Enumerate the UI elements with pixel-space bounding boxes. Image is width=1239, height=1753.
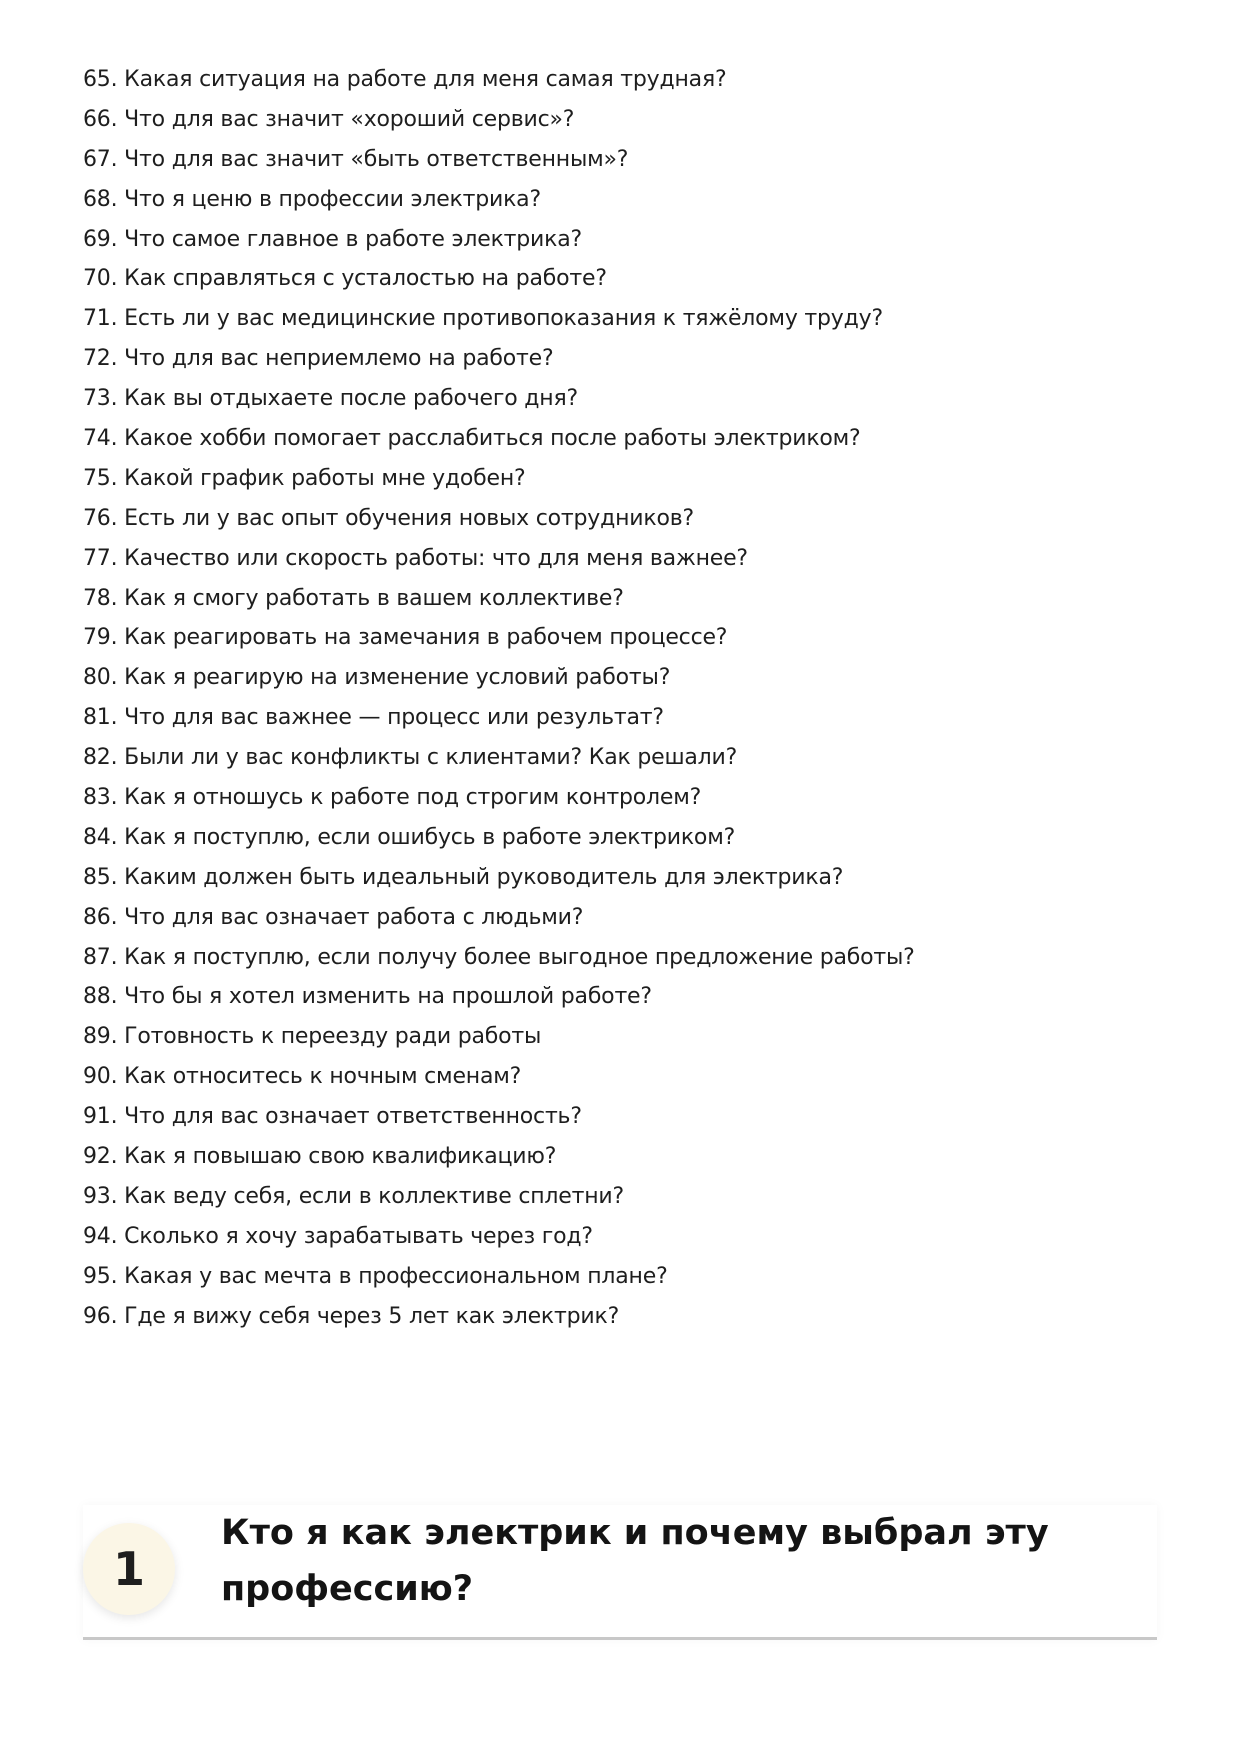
question-item: 86. Что для вас означает работа с людьми?: [83, 904, 584, 930]
question-item: 89. Готовность к переезду ради работы: [83, 1024, 542, 1050]
question-item: 75. Какой график работы мне удобен?: [83, 465, 526, 491]
question-list: [83, 60, 1163, 1337]
question-item: 91. Что для вас означает ответственность?: [83, 1104, 582, 1130]
section-title: Кто я как электрик и почему выбрал эту профессию?: [221, 1513, 1049, 1609]
question-item: 84. Как я поступлю, если ошибусь в работе электриком?: [83, 824, 736, 850]
question-item: 77. Качество или скорость работы: что для меня важнее?: [83, 545, 748, 571]
question-item: 67. Что для вас значит «быть ответственным»?: [83, 146, 629, 172]
question-item: 68. Что я ценю в профессии электрика?: [83, 186, 541, 212]
question-item: 76. Есть ли у вас опыт обучения новых сотрудников?: [83, 505, 694, 531]
question-item: 65. Какая ситуация на работе для меня самая трудная?: [83, 67, 727, 92]
question-item: 87. Как я поступлю, если получу более выгодное предложение работы?: [83, 944, 915, 970]
question-item: 88. Что бы я хотел изменить на прошлой работе?: [83, 984, 652, 1010]
question-item: 69. Что самое главное в работе электрика?: [83, 226, 582, 252]
question-item: 85. Каким должен быть идеальный руководитель для электрика?: [83, 864, 844, 890]
question-item: 78. Как я смогу работать в вашем коллективе?: [83, 585, 624, 611]
question-item: 96. Где я вижу себя через 5 лет как электрик?: [83, 1303, 620, 1329]
question-item: 95. Какая у вас мечта в профессиональном плане?: [83, 1263, 668, 1289]
question-item: 81. Что для вас важнее — процесс или результат?: [83, 705, 664, 731]
question-item: 93. Как веду себя, если в коллективе сплетни?: [83, 1183, 625, 1209]
question-item: 82. Были ли у вас конфликты с клиентами? Как решали?: [83, 745, 738, 771]
question-item: 83. Как я отношусь к работе под строгим контролем?: [83, 785, 702, 811]
section-number-badge: 1: [83, 1523, 175, 1615]
section-heading-card: [83, 1505, 1157, 1640]
question-item: 80. Как я реагирую на изменение условий работы?: [83, 665, 671, 691]
question-item: 73. Как вы отдыхаете после рабочего дня?: [83, 386, 578, 412]
question-item: 71. Есть ли у вас медицинские противопоказания к тяжёлому труду?: [83, 306, 883, 332]
question-item: 90. Как относитесь к ночным сменам?: [83, 1064, 522, 1090]
question-item: 70. Как справляться с усталостью на работе?: [83, 266, 607, 292]
question-item: 74. Какое хобби помогает расслабиться после работы электриком?: [83, 426, 861, 452]
question-item: 94. Сколько я хочу зарабатывать через год?: [83, 1223, 593, 1249]
question-item: 92. Как я повышаю свою квалификацию?: [83, 1144, 557, 1170]
question-item: 72. Что для вас неприемлемо на работе?: [83, 346, 554, 372]
question-item: 66. Что для вас значит «хороший сервис»?: [83, 106, 575, 132]
question-item: 79. Как реагировать на замечания в рабочем процессе?: [83, 625, 728, 651]
